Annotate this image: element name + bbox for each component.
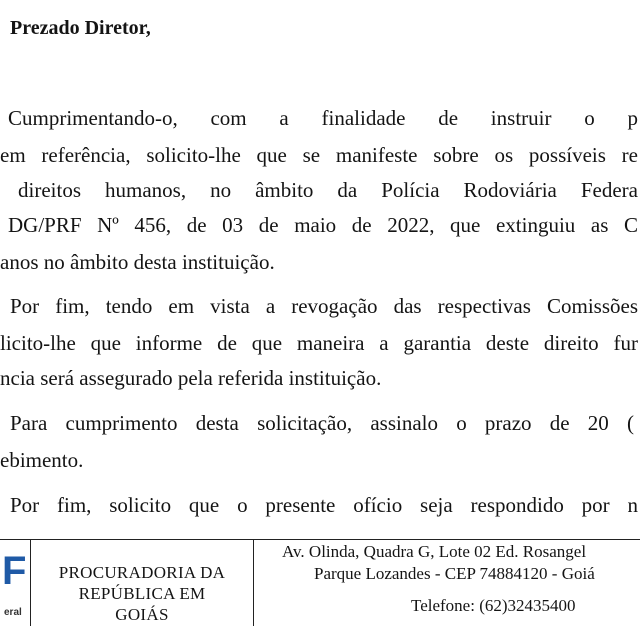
- footer-cell-divider: [253, 539, 254, 626]
- office-name-line: GOIÁS: [115, 605, 169, 624]
- office-name-line: PROCURADORIA DA: [58, 563, 226, 582]
- address-line: Av. Olinda, Quadra G, Lote 02 Ed. Rosangel: [282, 542, 587, 561]
- paragraph-line: direitos humanos, no âmbito da Polícia Rodoviária Federa: [18, 178, 638, 202]
- paragraph-line: Para cumprimento desta solicitação, assinalo o prazo de 20 (: [10, 411, 634, 435]
- phone-number: Telefone: (62)32435400: [411, 596, 576, 615]
- paragraph-line: licito-lhe que informe de que maneira a garantia deste direito fur: [0, 331, 638, 355]
- office-name: [31, 562, 253, 625]
- paragraph-line: em referência, solicito-lhe que se manifeste sobre os possíveis re: [0, 143, 638, 167]
- logo-caption: eral: [4, 607, 22, 618]
- salutation: Prezado Diretor,: [10, 17, 151, 39]
- paragraph-line: ebimento.: [0, 448, 84, 472]
- address-line: Parque Lozandes - CEP 74884120 - Goiá: [314, 564, 595, 583]
- paragraph-line: Cumprimentando-o, com a finalidade de instruir o p: [8, 106, 638, 130]
- paragraph-line: anos no âmbito desta instituição.: [0, 250, 275, 274]
- paragraph-line: Por fim, tendo em vista a revogação das respectivas Comissões: [10, 294, 638, 318]
- paragraph-line: Por fim, solicito que o presente ofício seja respondido por n: [10, 493, 638, 517]
- logo-mark: F: [2, 549, 27, 593]
- office-name-line: REPÚBLICA EM: [78, 584, 206, 603]
- footer-top-border: [0, 539, 640, 540]
- paragraph-line: DG/PRF Nº 456, de 03 de maio de 2022, que extinguiu as C: [8, 213, 638, 237]
- paragraph-line: ncia será assegurado pela referida instituição.: [0, 366, 382, 390]
